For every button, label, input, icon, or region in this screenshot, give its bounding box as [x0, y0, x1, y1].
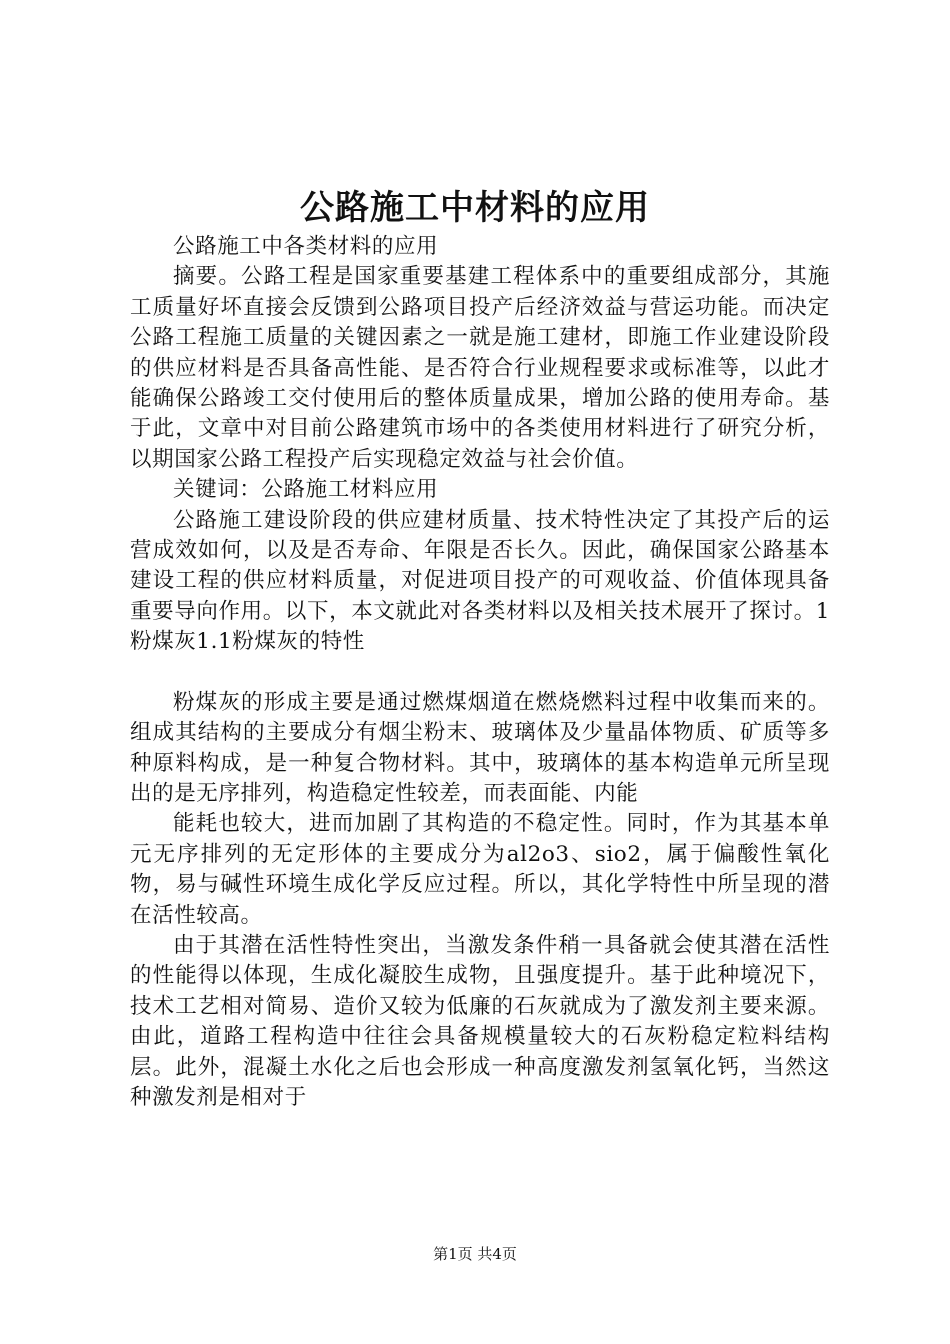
paragraph-subtitle: 公路施工中各类材料的应用 — [173, 234, 439, 259]
document-body — [130, 232, 830, 1113]
paragraph-fly-ash-energy: 能耗也较大，进而加剧了其构造的不稳定性。同时，作为其基本单元无序排列的无定形体的主要成分为al2o3、sio2，属于偏酸性氧化物，易与碱性环境生成化学反应过程。所以，其化学特性中所呈现的潜在活性较高。 — [130, 811, 830, 928]
paragraph-keywords: 关键词：公路施工材料应用 — [173, 477, 439, 503]
paragraph-fly-ash-formation: 粉煤灰的形成主要是通过燃煤烟道在燃烧燃料过程中收集而来的。组成其结构的主要成分有烟尘粉末、玻璃体及少量晶体物质、矿质等多种原料构成，是一种复合物材料。其中，玻璃体的基本构造单元所呈现出的是无序排列，构造稳定性较差，而表面能、内能 — [130, 689, 830, 806]
page-footer: 第1页 共4页 — [433, 1245, 517, 1263]
paragraph-fly-ash-activity: 由于其潜在活性特性突出，当激发条件稍一具备就会使其潜在活性的性能得以体现，生成化凝胶生成物，且强度提升。基于此种境况下，技术工艺相对简易、造价又较为低廉的石灰就成为了激发剂主要来源。由此，道路工程构造中往往会具备规模量较大的石灰粉稳定粒料结构层。此外，混凝土水化之后也会形成一种高度激发剂氢氧化钙，当然这种激发剂是相对于 — [130, 932, 830, 1110]
paragraph-intro: 公路施工建设阶段的供应建材质量、技术特性决定了其投产后的运营成效如何，以及是否寿命、年限是否长久。因此，确保国家公路基本建设工程的供应材料质量，对促进项目投产的可观收益、价值体现具备重要导向作用。以下，本文就此对各类材料以及相关技术展开了探讨。1粉煤灰1.1粉煤灰的特性 — [130, 507, 830, 655]
document-title: 公路施工中材料的应用 — [300, 188, 650, 228]
paragraph-abstract: 摘要。公路工程是国家重要基建工程体系中的重要组成部分，其施工质量好坏直接会反馈到公路项目投产后经济效益与营运功能。而决定公路工程施工质量的关键因素之一就是施工建材，即施工作业建设阶段的供应材料是否具备高性能、是否符合行业规程要求或标准等，以此才能确保公路竣工交付使用后的整体质量成果，增加公路的使用寿命。基于此，文章中对目前公路建筑市场中的各类使用材料进行了研究分析，以期国家公路工程投产后实现稳定效益与社会价值。 — [130, 264, 830, 472]
